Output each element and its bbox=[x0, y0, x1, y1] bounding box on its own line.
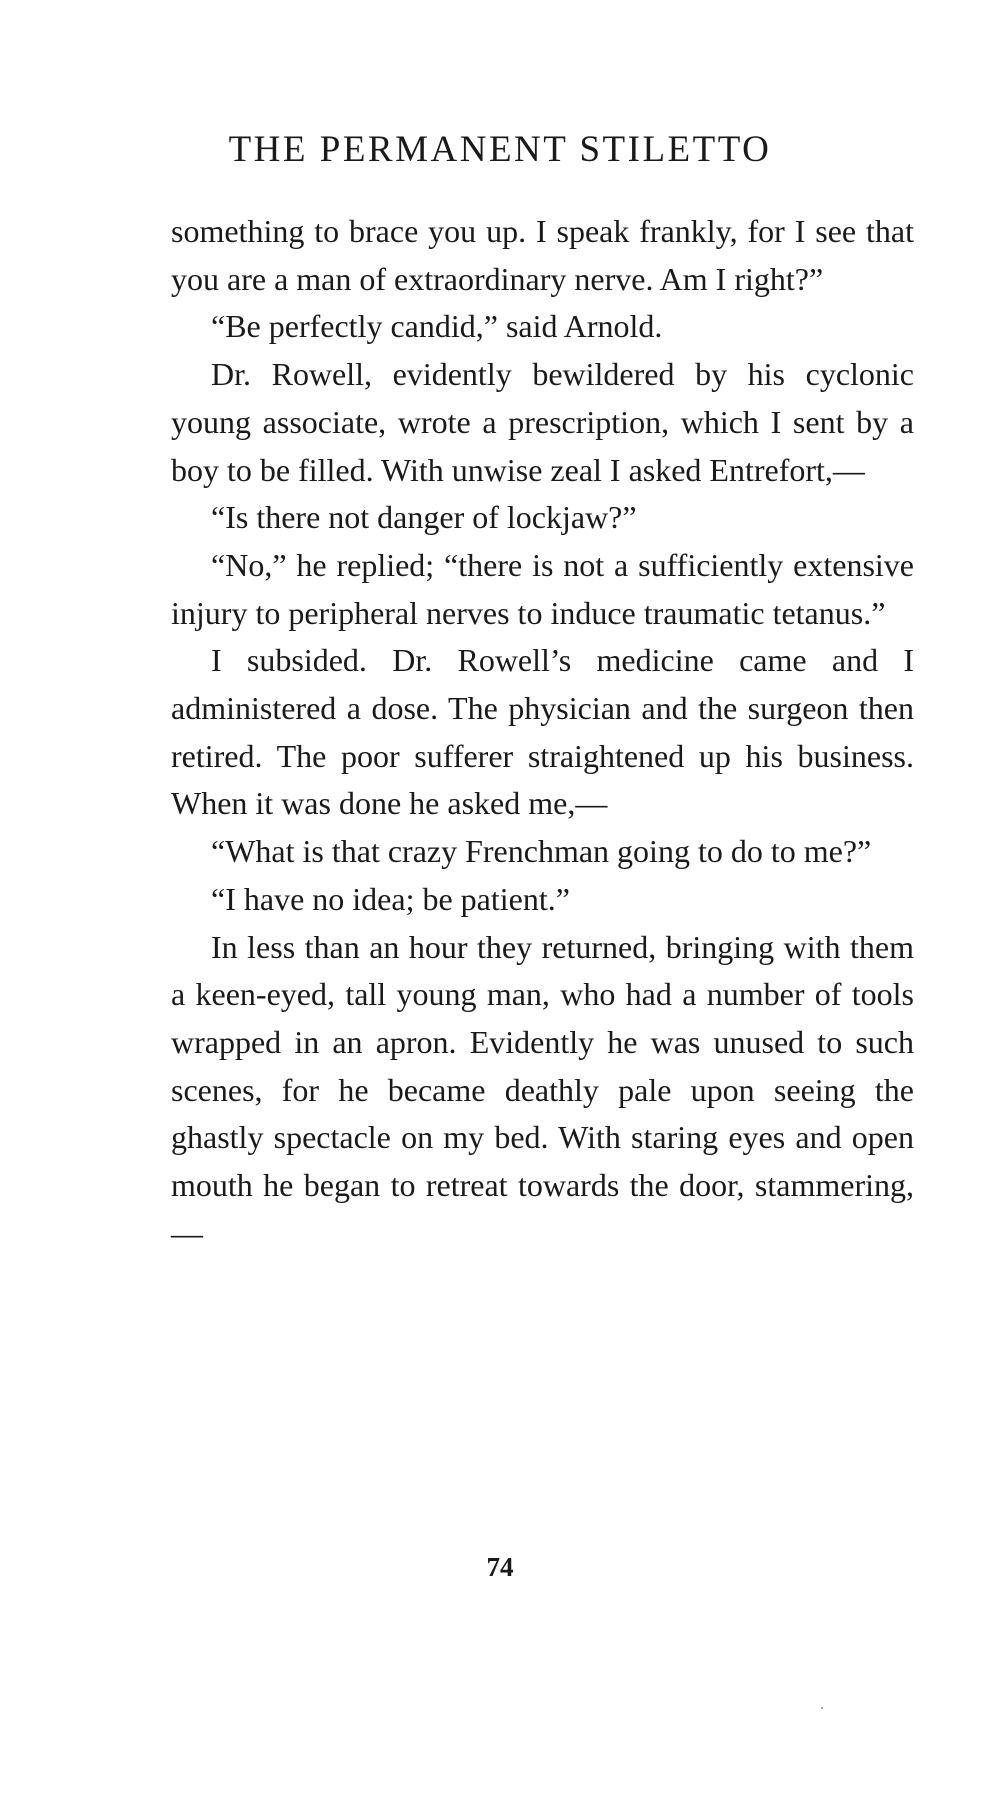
page-number: 74 bbox=[486, 1552, 514, 1582]
running-head: THE PERMANENT STILETTO bbox=[228, 129, 772, 170]
paragraph: “Be perfectly candid,” said Arnold. bbox=[211, 308, 663, 345]
paragraph: In less than an hour they returned, bringing with them a keen-eyed, tall young man, who had a number of tools wrapped in an apron. Evidently he was unused to such scenes, for he became deathly pale upon seeing the ghastly spectacle on my bed. With staring eyes and open mouth he began to retreat towards the door, stammering,— bbox=[171, 928, 914, 1251]
paragraph: “Is there not danger of lockjaw?” bbox=[211, 499, 637, 536]
paragraph: Dr. Rowell, evidently bewildered by his cyclonic young associate, wrote a prescription, which I sent by a boy to be filled. With unwise zeal I asked Entrefort,— bbox=[171, 356, 914, 488]
paragraph: “What is that crazy Frenchman going to do to me?” bbox=[211, 833, 872, 870]
paragraph: “No,” he replied; “there is not a sufficiently extensive injury to peripheral nerves to induce traumatic tetanus.” bbox=[171, 546, 914, 631]
body-text bbox=[171, 208, 914, 1257]
paragraph: “I have no idea; be patient.” bbox=[211, 880, 570, 917]
paragraph: I subsided. Dr. Rowell’s medicine came and I administered a dose. The physician and the surgeon then retired. The poor sufferer straightened up his business. When it was done he asked me,— bbox=[171, 642, 914, 822]
paper-speck bbox=[821, 1707, 823, 1709]
paragraph: something to brace you up. I speak frankly, for I see that you are a man of extraordinary nerve. Am I right?” bbox=[171, 213, 914, 297]
